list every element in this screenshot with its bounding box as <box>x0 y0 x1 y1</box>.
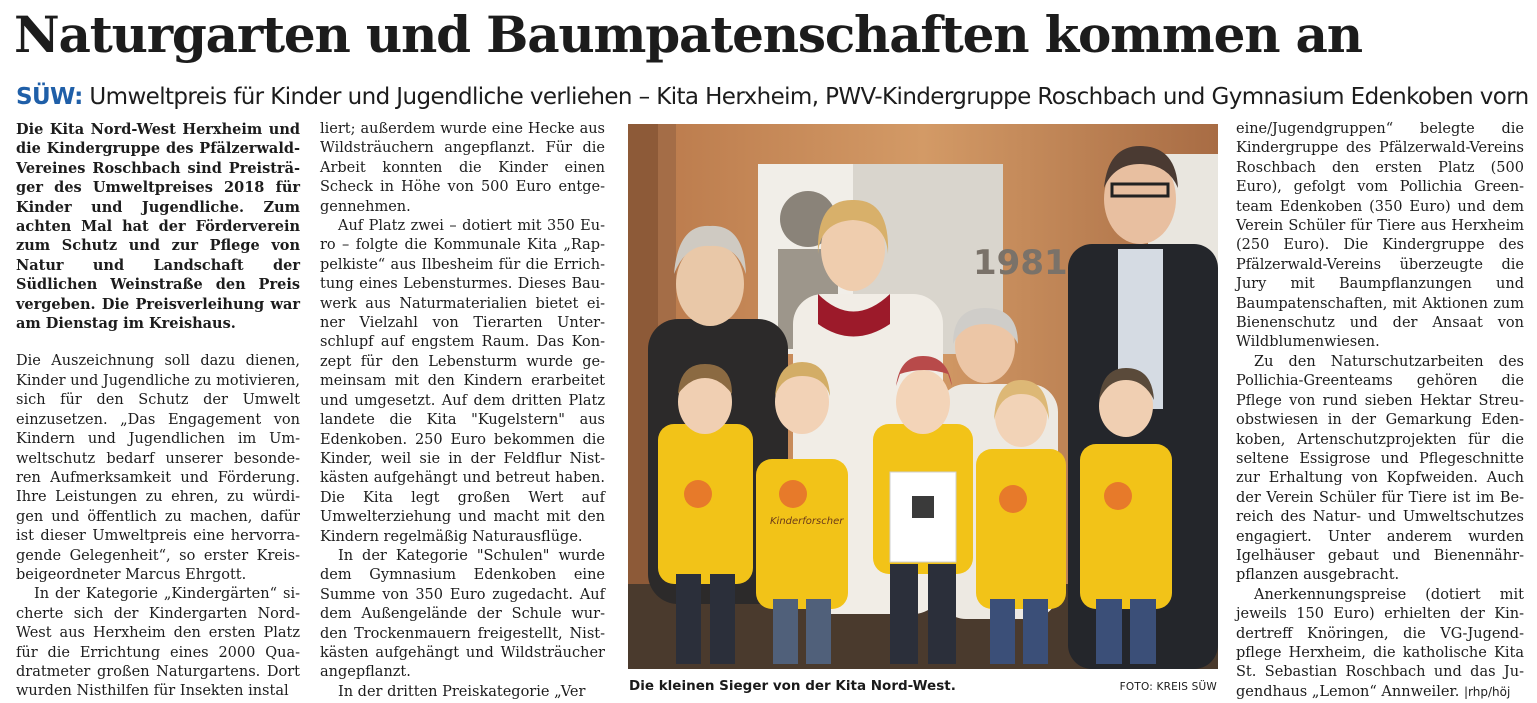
article-paragraph: Die Auszeichnung soll dazu dienen, Kinder und Jugendliche zu motivieren, sich für den Schutz der Umwelt einzusetzen. „Das Engagement von Kindern und Jugendlichen im Umweltschutz bedarf unserer besonderen Aufmerksamkeit und Förderung. Ihre Leistungen zu ehren, zu würdigen und öffentlich zu machen, dafür ist dieser Umweltpreis eine hervorragende Gelegenheit“, so erster Kreisbeigeordneter Marcus Ehrgott. <box>16 353 300 583</box>
article-column-1 <box>16 120 300 702</box>
article-paragraph: In der Kategorie „Kindergärten“ sicherte sich der Kindergarten Nord-West aus Herxheim den ersten Platz für die Errichtung eines 2000 Quadratmeter großen Naturgartens. Dort wurden Nisthilfen für Insekten instal <box>16 586 300 700</box>
region-kicker: SÜW: <box>16 84 83 110</box>
article-paragraph: In der dritten Preiskategorie „Ver <box>338 683 586 700</box>
photo-credit: FOTO: KREIS SÜW <box>1119 681 1217 693</box>
shirt-print: Kinderforscher <box>770 516 844 527</box>
poster-year: 1981 <box>973 243 1068 283</box>
author-signature: |rhp/höj <box>1463 684 1511 699</box>
group-photo-illustration <box>628 124 1218 669</box>
article-column-4 <box>1236 120 1524 702</box>
article-lead: Die Kita Nord-West Herxheim und die Kindergruppe des Pfälzerwald-Vereines Roschbach sind Preisträger des Umweltpreises 2018 für Kinder und Jugendliche. Zum achten Mal hat der Förderverein zum Schutz und zur Pflege von Natur und Landschaft der Südlichen Weinstraße den Preis vergeben. Die Preisverleihung war am Dienstag im Kreishaus. <box>16 121 300 333</box>
group-photo <box>628 124 1218 669</box>
photo-caption <box>629 676 1219 696</box>
subheadline-text: Umweltpreis für Kinder und Jugendliche verliehen – Kita Herxheim, PWV-Kindergruppe Roschbach und Gymnasium Edenkoben vorn <box>82 84 1529 110</box>
article-column-2 <box>320 120 605 702</box>
article-paragraph: Auf Platz zwei – dotiert mit 350 Euro – folgte die Kommunale Kita „Rappelkiste“ aus Ilbesheim für die Errichtung eines Lebensturmes. Dieses Bauwerk aus Naturmaterialien bietet einer Vielzahl von Tierarten Unterschlupf auf engstem Raum. Das Konzept für den Lebensturm wurde gemeinsam mit den Kindern erarbeitet und umgesetzt. Auf dem dritten Platz landete die Kita "Kugelstern" aus Edenkoben. 250 Euro bekommen die Kinder, weil sie in der Feldflur Nistkästen aufgehängt und betreut haben. Die Kita legt großen Wert auf Umwelterziehung und macht mit den Kindern regelmäßig Naturausflüge. <box>320 218 605 545</box>
article-paragraph <box>1236 586 1524 702</box>
article-paragraph: Zu den Naturschutzarbeiten des Pollichia-Greenteams gehören die Pflege von rund sieben Hektar Streuobstwiesen in der Gemarkung Edenkoben, Artenschutzprojekten für die seltene Essigrose und Pflegeschnitte zur Erhaltung von Kopfweiden. Auch der Verein Schüler für Tiere ist im Bereich des Natur- und Umweltschutzes engagiert. Unter anderem wurden Igelhäuser gebaut und Bienennährpflanzen ausgebracht. <box>1236 353 1524 584</box>
subheadline <box>16 80 1529 114</box>
article-paragraph-text: Anerkennungspreise (dotiert mit jeweils 150 Euro) erhielten der Kindertreff Knöringen, die VG-Jugendpflege Herxheim, die katholische Kita St. Sebastian Roschbach und das Jugendhaus „Lemon“ Annweiler. <box>1236 586 1524 700</box>
article-paragraph: eine/Jugendgruppen“ belegte die Kindergruppe des Pfälzerwald-Vereins Roschbach den ersten Platz (500 Euro), gefolgt vom Pollichia Greenteam Edenkoben (350 Euro) und dem Verein Schüler für Tiere aus Herxheim (250 Euro). Die Kindergruppe des Pfälzerwald-Vereins überzeugte die Jury mit Baumpflanzungen und Baumpatenschaften, mit Aktionen zum Bienenschutz und der Ansaat von Wildblumenwiesen. <box>1236 121 1524 351</box>
article-paragraph: liert; außerdem wurde eine Hecke aus Wildsträuchern angepflanzt. Für die Arbeit konnten die Kinder einen Scheck in Höhe von 500 Euro entgegennehmen. <box>320 121 605 215</box>
caption-text: Die kleinen Sieger von der Kita Nord-West. <box>629 678 956 694</box>
headline: Naturgarten und Baumpatenschaften kommen an <box>14 5 1362 64</box>
article-paragraph: In der Kategorie "Schulen" wurde dem Gymnasium Edenkoben eine Summe von 350 Euro zugedacht. Auf dem Außengelände der Schule wurden Trockenmauern freigestellt, Nistkästen aufgehängt und Wildsträucher angepflanzt. <box>320 547 605 681</box>
